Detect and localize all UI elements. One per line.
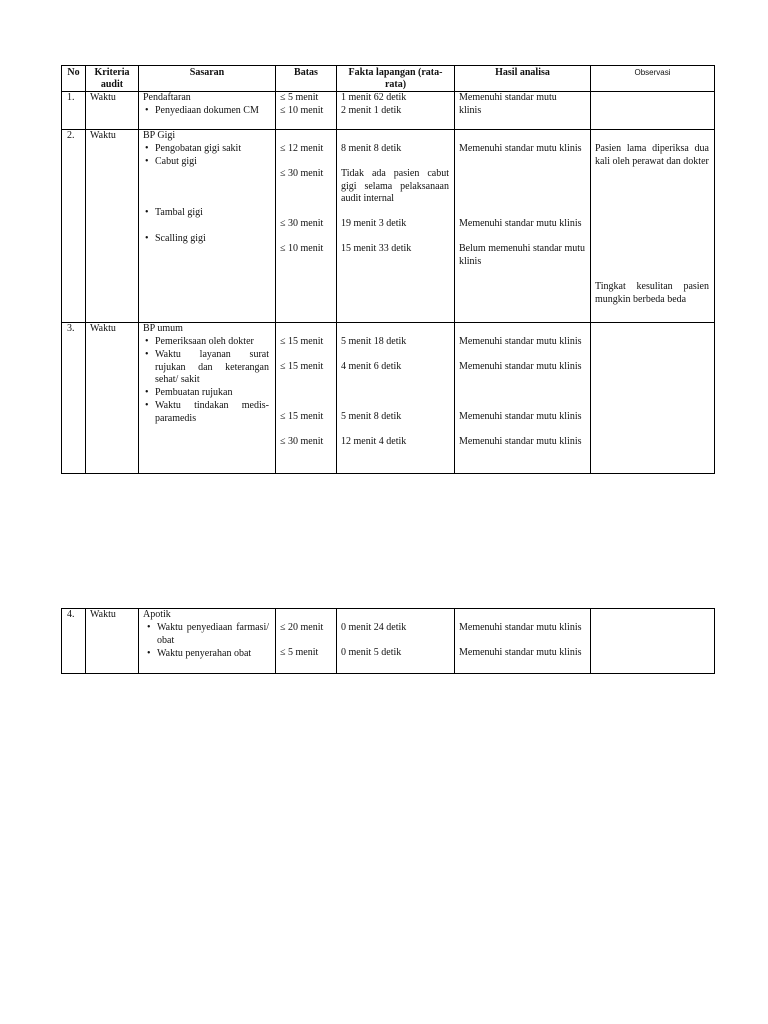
- hasil-value: Memenuhi standar mutu klinis: [459, 336, 582, 347]
- batas-value: ≤ 5 menit: [280, 647, 319, 658]
- hasil-value: Memenuhi standar mutu klinis: [459, 143, 582, 154]
- bullet-icon: •: [145, 387, 149, 398]
- fakta-value: 1 menit 62 detik: [341, 92, 407, 103]
- sasaran-item: • Scalling gigi: [145, 233, 206, 244]
- batas-value: ≤ 10 menit: [280, 105, 324, 116]
- group-label: BP Gigi: [143, 130, 176, 141]
- sasaran-item: • Waktu penyediaan farmasi/ obat: [147, 622, 269, 646]
- audit-table-continued: [61, 608, 715, 674]
- header-hasil: Hasil analisa: [455, 66, 591, 92]
- row-number: 2.: [67, 130, 75, 141]
- hasil-value: Memenuhi standar mutu klinis: [459, 218, 582, 229]
- fakta-value: 5 menit 18 detik: [341, 336, 407, 347]
- hasil-value: Memenuhi standar mutu klinis: [459, 411, 582, 422]
- observasi-note: Pasien lama diperiksa dua kali oleh perawat dan dokter: [595, 143, 709, 167]
- batas-value: ≤ 15 menit: [280, 361, 324, 372]
- header-kriteria: Kriteria audit: [86, 66, 139, 92]
- observasi-note: Tingkat kesulitan pasien mungkin berbeda beda: [595, 281, 709, 305]
- header-row: [62, 66, 715, 92]
- fakta-value: 19 menit 3 detik: [341, 218, 407, 229]
- row-number: 1.: [67, 92, 75, 103]
- kriteria-cell: Waktu: [90, 130, 116, 141]
- hasil-value: Memenuhi standar mutu klinis: [459, 92, 557, 116]
- bullet-icon: •: [145, 336, 149, 347]
- header-no: No: [62, 66, 86, 92]
- table-row: [62, 323, 715, 474]
- hasil-value: Memenuhi standar mutu klinis: [459, 647, 582, 658]
- batas-value: ≤ 5 menit: [280, 92, 319, 103]
- fakta-value: 4 menit 6 detik: [341, 361, 402, 372]
- bullet-icon: •: [145, 400, 149, 411]
- sasaran-item: • Cabut gigi: [145, 156, 197, 167]
- sasaran-item: • Pemeriksaan oleh dokter: [145, 336, 254, 347]
- bullet-icon: •: [147, 648, 151, 659]
- fakta-value: 8 menit 8 detik: [341, 143, 402, 154]
- fakta-value: Tidak ada pasien cabut gigi selama pelaksanaan audit internal: [341, 168, 449, 204]
- batas-value: ≤ 30 menit: [280, 436, 324, 447]
- sasaran-item: • Pengobatan gigi sakit: [145, 143, 242, 154]
- sasaran-item: • Pembuatan rujukan: [145, 387, 233, 398]
- fakta-value: 2 menit 1 detik: [341, 105, 402, 116]
- row-number: 4.: [67, 609, 75, 620]
- sasaran-item: • Tambal gigi: [145, 207, 203, 218]
- group-label: Apotik: [143, 609, 171, 620]
- bullet-icon: •: [145, 156, 149, 167]
- batas-value: ≤ 15 menit: [280, 411, 324, 422]
- audit-table: [61, 65, 715, 474]
- bullet-icon: •: [145, 233, 149, 244]
- batas-value: ≤ 12 menit: [280, 143, 324, 154]
- kriteria-cell: Waktu: [90, 609, 116, 620]
- sasaran-item: • Penyediaan dokumen CM: [145, 105, 259, 116]
- batas-value: ≤ 10 menit: [280, 243, 324, 254]
- fakta-value: 0 menit 24 detik: [341, 622, 407, 633]
- bullet-icon: •: [147, 622, 151, 633]
- batas-value: ≤ 15 menit: [280, 336, 324, 347]
- row-number: 3.: [67, 323, 75, 334]
- sasaran-item: • Waktu tindakan medis-paramedis: [145, 400, 269, 424]
- sasaran-item: • Waktu penyerahan obat: [147, 648, 252, 659]
- fakta-value: 0 menit 5 detik: [341, 647, 402, 658]
- hasil-value: Memenuhi standar mutu klinis: [459, 436, 582, 447]
- kriteria-cell: Waktu: [90, 323, 116, 334]
- bullet-icon: •: [145, 143, 149, 154]
- hasil-value: Memenuhi standar mutu klinis: [459, 361, 582, 372]
- bullet-icon: •: [145, 349, 149, 360]
- hasil-value: Belum memenuhi standar mutu klinis: [459, 243, 585, 267]
- table-row: [62, 609, 715, 674]
- kriteria-cell: Waktu: [90, 92, 116, 103]
- hasil-value: Memenuhi standar mutu klinis: [459, 622, 582, 633]
- header-fakta: Fakta lapangan (rata-rata): [337, 66, 455, 92]
- table-row: [62, 92, 715, 130]
- batas-value: ≤ 20 menit: [280, 622, 324, 633]
- group-label: BP umum: [143, 323, 183, 334]
- group-label: Pendaftaran: [143, 92, 191, 103]
- batas-value: ≤ 30 menit: [280, 168, 324, 179]
- fakta-value: 5 menit 8 detik: [341, 411, 402, 422]
- table-row: [62, 130, 715, 323]
- fakta-value: 15 menit 33 detik: [341, 243, 412, 254]
- header-batas: Batas: [276, 66, 337, 92]
- sasaran-item: • Waktu layanan surat rujukan dan keterangan sehat/ sakit: [145, 349, 269, 385]
- bullet-icon: •: [145, 207, 149, 218]
- header-observasi: Observasi: [591, 66, 715, 92]
- bullet-icon: •: [145, 105, 149, 116]
- header-sasaran: Sasaran: [139, 66, 276, 92]
- batas-value: ≤ 30 menit: [280, 218, 324, 229]
- fakta-value: 12 menit 4 detik: [341, 436, 407, 447]
